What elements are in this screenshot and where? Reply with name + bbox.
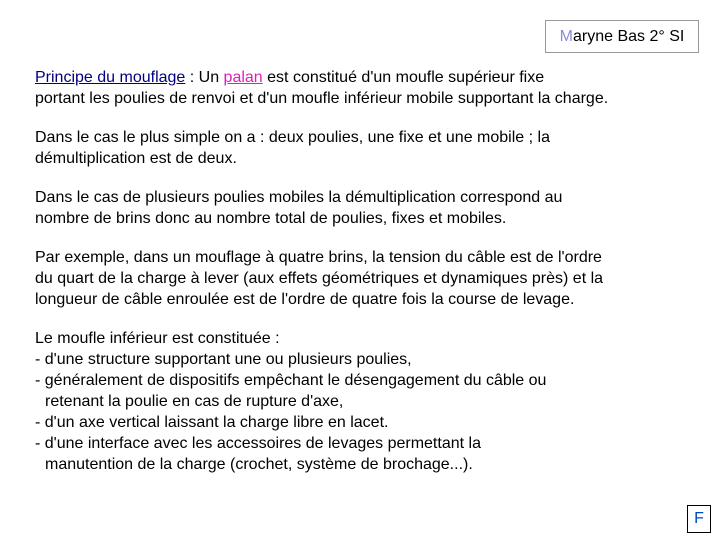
example-line-1: Par exemple, dans un mouflage à quatre brins, la tension du câble est de l'ordre: [35, 249, 602, 266]
lower-block-line: Le moufle inférieur est constituée :: [35, 330, 280, 347]
principle-text-1: : Un: [185, 69, 224, 86]
lower-block-line: - généralement de dispositifs empêchant le désengagement du câble ou: [35, 372, 547, 389]
simple-case-line-2: démultiplication est de deux.: [35, 150, 237, 167]
f-nav-button[interactable]: F: [687, 505, 711, 533]
paragraph-simple-case: [35, 127, 695, 169]
palan-link[interactable]: palan: [223, 69, 263, 86]
content: [35, 67, 695, 493]
principe-du-mouflage-link[interactable]: Principe du mouflage: [35, 69, 186, 86]
lower-block-line: retenant la poulie en cas de rupture d'axe,: [45, 393, 344, 410]
lower-block-line: - d'une interface avec les accessoires de levages permettant la: [35, 435, 481, 452]
lower-block-line: manutention de la charge (crochet, système de brochage...).: [45, 456, 473, 473]
multiple-pulleys-line-1: Dans le cas de plusieurs poulies mobiles la démultiplication correspond au: [35, 189, 563, 206]
paragraph-example: [35, 247, 695, 310]
author-first-letter: M: [559, 28, 573, 45]
principle-line-1: [35, 67, 695, 88]
lower-block-line: - d'un axe vertical laissant la charge libre en lacet.: [35, 414, 389, 431]
principle-line-2: portant les poulies de renvoi et d'un moufle inférieur mobile supportant la charge.: [35, 90, 609, 107]
lower-block-line: - d'une structure supportant une ou plusieurs poulies,: [35, 351, 412, 368]
author-box: [545, 20, 699, 53]
paragraph-multiple-pulleys: [35, 187, 695, 229]
paragraph-lower-block: [35, 328, 695, 475]
simple-case-line-1: Dans le cas le plus simple on a : deux poulies, une fixe et une mobile ; la: [35, 129, 550, 146]
multiple-pulleys-line-2: nombre de brins donc au nombre total de poulies, fixes et mobiles.: [35, 210, 507, 227]
author-name: aryne Bas 2° SI: [572, 28, 685, 45]
example-line-3: longueur de câble enroulée est de l'ordre de quatre fois la course de levage.: [35, 291, 575, 308]
paragraph-principle: [35, 67, 695, 109]
principle-text-2: est constitué d'un moufle supérieur fixe: [262, 69, 545, 86]
example-line-2: du quart de la charge à lever (aux effets géométriques et dynamiques près) et la: [35, 270, 604, 287]
